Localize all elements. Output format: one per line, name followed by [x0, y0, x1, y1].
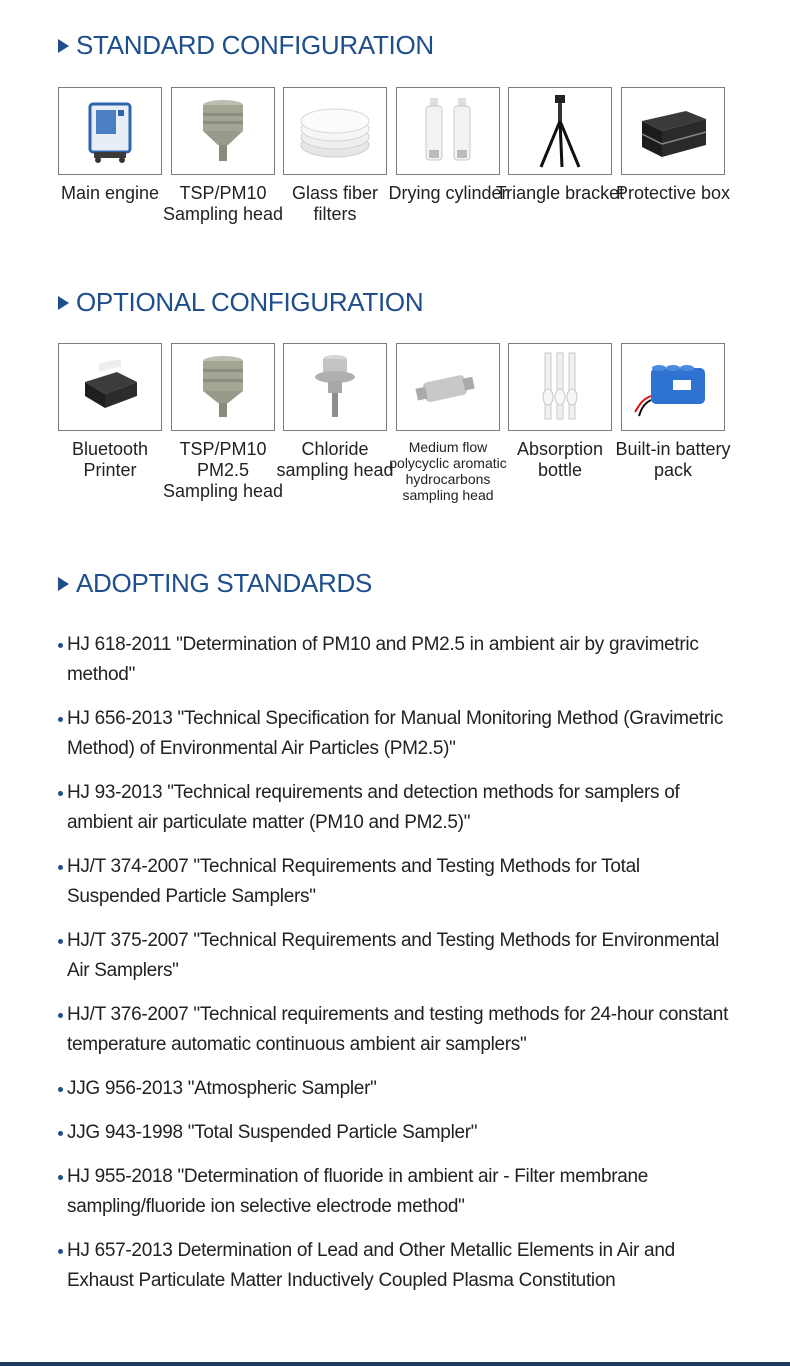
- sampling-head-image: [171, 343, 275, 431]
- bullet-icon: [58, 865, 63, 870]
- chloride-head-image: [283, 343, 387, 431]
- item-label: Triangle bracket: [495, 183, 625, 203]
- standards-list: [58, 630, 738, 1310]
- standard-item-drying-cylinder: [388, 87, 508, 204]
- bullet-icon: [58, 791, 63, 796]
- optional-configuration-heading: OPTIONAL CONFIGURATION: [58, 287, 423, 318]
- bullet-icon: [58, 1013, 63, 1018]
- item-label: Absorption bottle: [516, 439, 604, 480]
- optional-item-pah-sampling-head: [389, 343, 507, 503]
- list-item: HJ/T 375-2007 "Technical Requirements and Testing Methods for Environmental Air Samplers": [58, 926, 738, 986]
- optional-item-pm25-sampling-head: [162, 343, 284, 502]
- standard-configuration-heading: STANDARD CONFIGURATION: [58, 30, 434, 61]
- list-item: HJ 656-2013 "Technical Specification for Manual Monitoring Method (Gravimetric Method) of Environmental Air Particles (PM2.5)": [58, 704, 738, 764]
- triangle-bullet-icon: [58, 577, 69, 591]
- item-label: Medium flow polycyclic aromatic hydrocarbons sampling head: [389, 439, 507, 503]
- item-label: Glass fiber filters: [291, 183, 379, 224]
- optional-item-battery-pack: [615, 343, 731, 481]
- triangle-bullet-icon: [58, 39, 69, 53]
- standard-item-sampling-head: [162, 87, 284, 225]
- bullet-icon: [58, 1175, 63, 1180]
- standard-item-triangle-bracket: [495, 87, 625, 204]
- adopting-standards-heading: ADOPTING STANDARDS: [58, 568, 372, 599]
- bullet-icon: [58, 939, 63, 944]
- list-item: HJ 93-2013 "Technical requirements and detection methods for samplers of ambient air particulate matter (PM10 and PM2.5)": [58, 778, 738, 838]
- absorption-bottle-image: [508, 343, 612, 431]
- tripod-image: [508, 87, 612, 175]
- sampling-head-image: [171, 87, 275, 175]
- filters-image: [283, 87, 387, 175]
- standard-item-main-engine: [58, 87, 162, 204]
- standard-item-glass-fiber-filters: [283, 87, 387, 225]
- item-label: Built-in battery pack: [615, 439, 731, 480]
- list-item: HJ 618-2011 "Determination of PM10 and PM2.5 in ambient air by gravimetric method": [58, 630, 738, 690]
- footer-divider: [0, 1362, 790, 1366]
- item-label: TSP/PM10 PM2.5 Sampling head: [162, 439, 284, 501]
- pah-head-image: [396, 343, 500, 431]
- optional-item-bluetooth-printer: [58, 343, 162, 481]
- item-label: TSP/PM10 Sampling head: [162, 183, 284, 224]
- standard-item-protective-box: [615, 87, 731, 204]
- optional-item-chloride-sampling-head: [276, 343, 394, 481]
- bullet-icon: [58, 643, 63, 648]
- printer-image: [58, 343, 162, 431]
- bullet-icon: [58, 717, 63, 722]
- bullet-icon: [58, 1249, 63, 1254]
- list-item: HJ 657-2013 Determination of Lead and Other Metallic Elements in Air and Exhaust Particulate Matter Inductively Coupled Plasma Constitution: [58, 1236, 738, 1296]
- drying-cylinder-image: [396, 87, 500, 175]
- list-item: JJG 956-2013 "Atmospheric Sampler": [58, 1074, 738, 1104]
- battery-image: [621, 343, 725, 431]
- optional-item-absorption-bottle: [508, 343, 612, 481]
- main-engine-image: [58, 87, 162, 175]
- triangle-bullet-icon: [58, 296, 69, 310]
- bullet-icon: [58, 1131, 63, 1136]
- item-label: Main engine: [60, 183, 160, 203]
- list-item: JJG 943-1998 "Total Suspended Particle Sampler": [58, 1118, 738, 1148]
- item-label: Drying cylinder: [388, 183, 508, 203]
- case-image: [621, 87, 725, 175]
- item-label: Protective box: [615, 183, 731, 203]
- bullet-icon: [58, 1087, 63, 1092]
- list-item: HJ/T 374-2007 "Technical Requirements and Testing Methods for Total Suspended Particle Samplers": [58, 852, 738, 912]
- list-item: HJ/T 376-2007 "Technical requirements and testing methods for 24-hour constant temperature automatic continuous ambient air samplers": [58, 1000, 738, 1060]
- item-label: Chloride sampling head: [276, 439, 394, 480]
- item-label: Bluetooth Printer: [71, 439, 149, 480]
- list-item: HJ 955-2018 "Determination of fluoride in ambient air - Filter membrane sampling/fluoride ion selective electrode method": [58, 1162, 738, 1222]
